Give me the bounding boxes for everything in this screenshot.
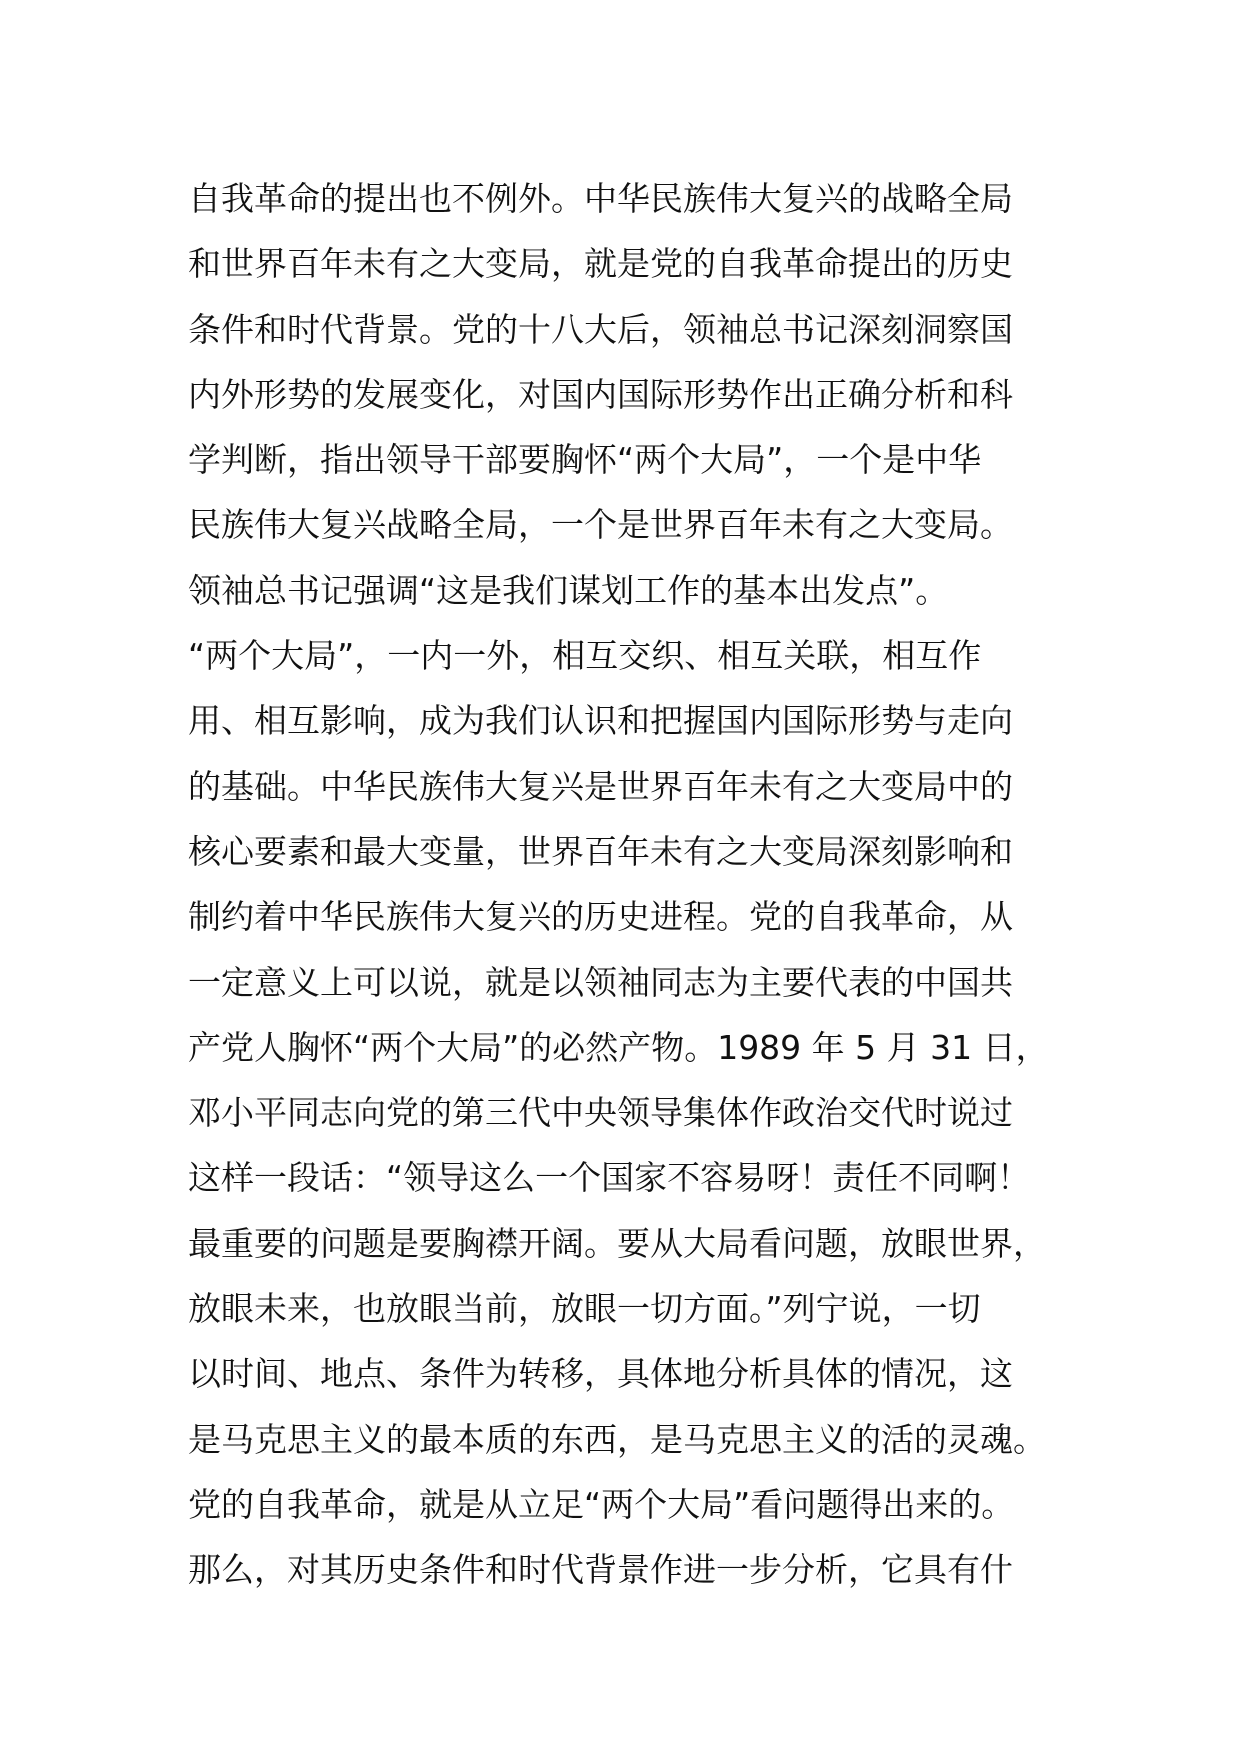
text-line: 制约着中华民族伟大复兴的历史进程。党的自我革命，从 bbox=[188, 897, 1013, 937]
text-line: 是马克思主义的最本质的东西，是马克思主义的活的灵魂。 bbox=[188, 1419, 1046, 1459]
text-line: 那么，对其历史条件和时代背景作进一步分析，它具有什 bbox=[188, 1550, 1013, 1590]
text-line: 邓小平同志向党的第三代中央领导集体作政治交代时说过 bbox=[188, 1093, 1013, 1133]
text-line: 最重要的问题是要胸襟开阔。要从大局看问题，放眼世界， bbox=[188, 1223, 1046, 1263]
text-line: 自我革命的提出也不例外。中华民族伟大复兴的战略全局 bbox=[188, 179, 1013, 218]
text-line: 放眼未来，也放眼当前，放眼一切方面。”列宁说，一切 bbox=[188, 1289, 981, 1329]
text-line: “两个大局”，一内一外，相互交织、相互关联，相互作 bbox=[188, 636, 982, 676]
body-text bbox=[188, 166, 1068, 1603]
text-line: 党的自我革命，就是从立足“两个大局”看问题得出来的。 bbox=[188, 1484, 1015, 1524]
text-line: 产党人胸怀“两个大局”的必然产物。1989 年 5 月 31 日， bbox=[188, 1027, 1049, 1067]
text-line: 和世界百年未有之大变局，就是党的自我革命提出的历史 bbox=[188, 244, 1013, 284]
text-line: 核心要素和最大变量，世界百年未有之大变局深刻影响和 bbox=[188, 831, 1013, 871]
text-line: 领袖总书记强调“这是我们谋划工作的基本出发点”。 bbox=[188, 570, 949, 610]
text-line: 学判断，指出领导干部要胸怀“两个大局”，一个是中华 bbox=[188, 440, 982, 480]
text-line: 民族伟大复兴战略全局，一个是世界百年未有之大变局。 bbox=[188, 505, 1013, 545]
text-line: 条件和时代背景。党的十八大后，领袖总书记深刻洞察国 bbox=[188, 309, 1013, 349]
text-line: 内外形势的发展变化，对国内国际形势作出正确分析和科 bbox=[188, 374, 1013, 414]
text-line: 的基础。中华民族伟大复兴是世界百年未有之大变局中的 bbox=[188, 766, 1013, 806]
text-line: 用、相互影响，成为我们认识和把握国内国际形势与走向 bbox=[188, 701, 1013, 741]
text-line: 这样一段话：“领导这么一个国家不容易呀！责任不同啊！ bbox=[188, 1158, 1031, 1198]
text-line: 一定意义上可以说，就是以领袖同志为主要代表的中国共 bbox=[188, 962, 1013, 1002]
text-line: 以时间、地点、条件为转移，具体地分析具体的情况，这 bbox=[188, 1354, 1013, 1394]
